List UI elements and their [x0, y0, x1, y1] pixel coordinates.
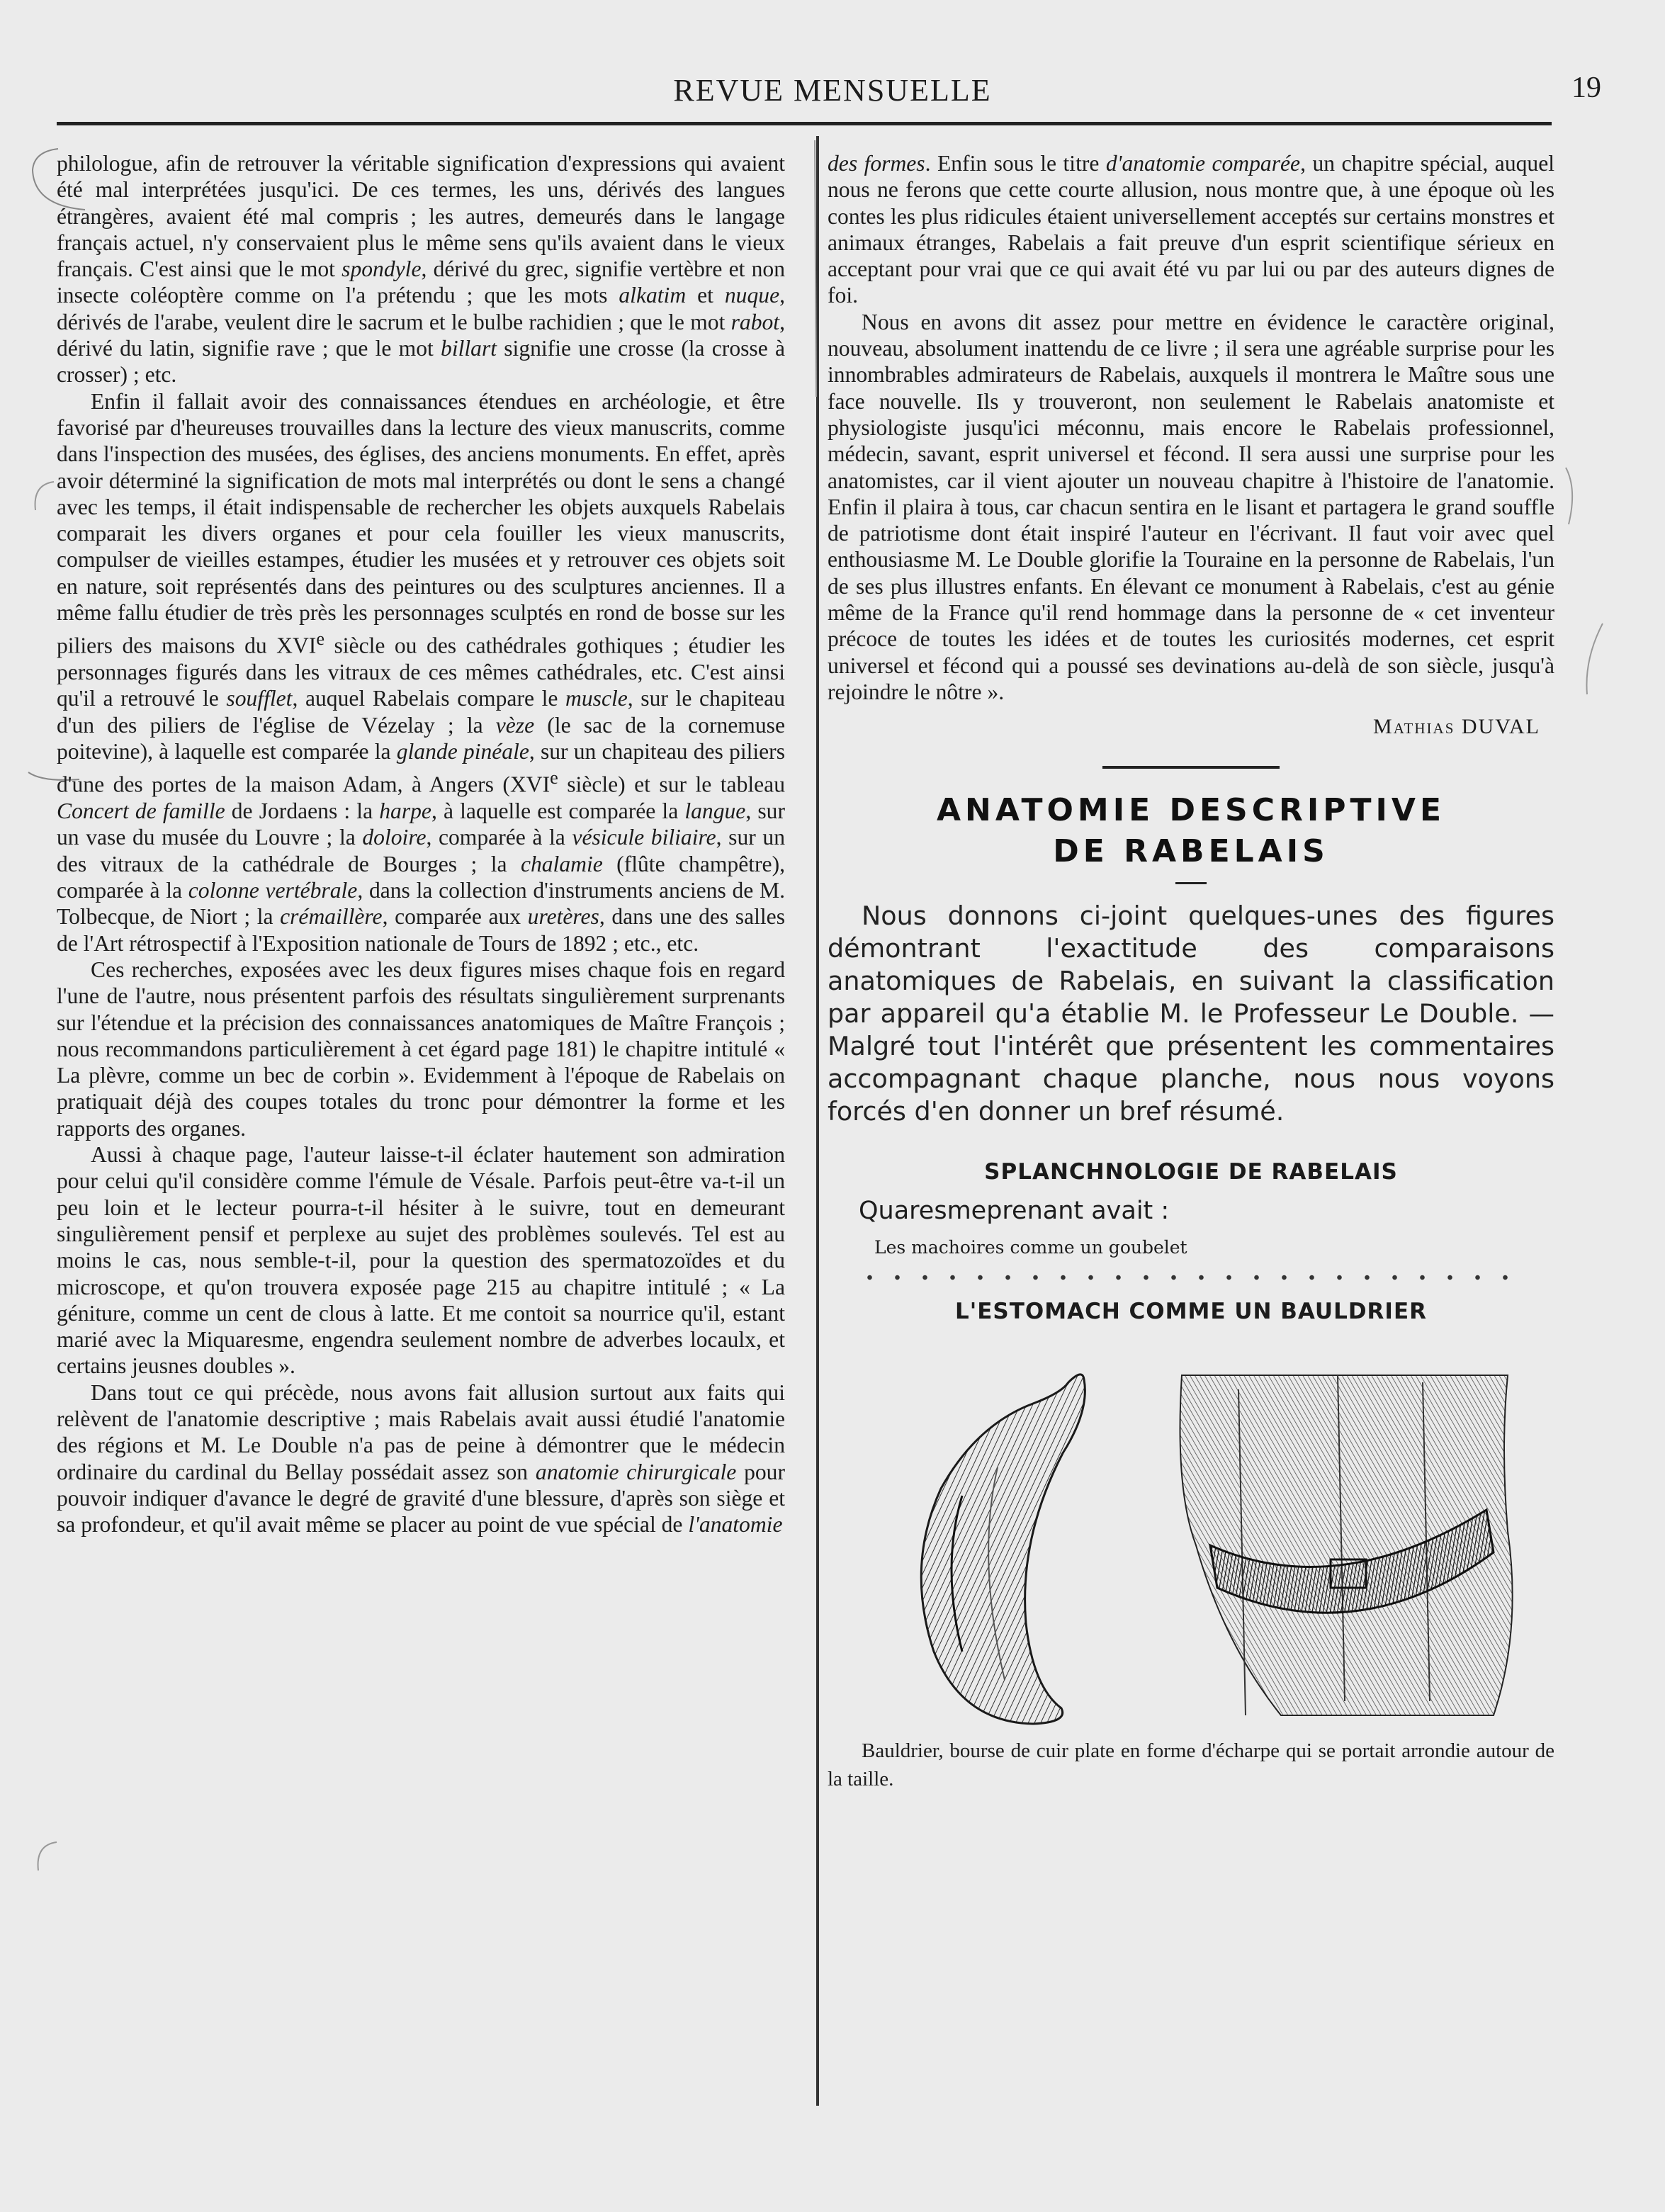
right-column: [828, 150, 1554, 1793]
section-heading: SPLANCHNOLOGIE DE RABELAIS: [984, 1158, 1398, 1185]
title-dash: [1175, 882, 1207, 884]
section-divider: [1102, 766, 1280, 769]
intro-line: Quaresmeprenant avait :: [859, 1196, 1170, 1225]
bauldrier-illustration: [1153, 1347, 1536, 1729]
right-paragraph-1: des formes. Enfin sous le titre d'anatomie comparée, un chapitre spécial, auquel nous ne ferons que cette courte allusion, nous montre que, à une époque où les contes les plus ridicules étaient universellement acceptés sur certains monstres et animaux étranges, Rabelais a fait preuve d'un esprit scientifique sérieux en acceptant pour vrai que ce qui avait été vu par lui ou par des auteurs dignes de foi.: [828, 151, 1555, 308]
left-paragraph-1: philologue, afin de retrouver la véritable signification d'expressions qui avaient été mal interprétées jusqu'ici. De ces termes, les uns, dérivés des langues étrangères, avaient été mal compris ; les autres, demeurés dans le langage français actuel, n'y conservaient plus le même sens qu'ils avaient dans le vieux français. C'est ainsi que le mot spondyle, dérivé du grec, signifie vertèbre et non insecte coléoptère comme on l'a prétendu ; que les mots alkatim et nuque, dérivés de l'arabe, veulent dire le sacrum et le bulbe rachidien ; que le mot rabot, dérivé du latin, signifie rave ; que le mot billart signifie une crosse (la crosse à crosser) ; etc.: [57, 151, 785, 388]
article-title-line-1: ANATOMIE DESCRIPTIVE: [936, 791, 1446, 828]
journal-title: REVUE MENSUELLE: [673, 73, 992, 108]
article-title-line-2: DE RABELAIS: [1053, 833, 1329, 869]
article-title: [828, 790, 1554, 872]
figure-caption: Bauldrier, bourse de cuir plate en forme d'écharpe qui se portait arrondie autour de la taille.: [828, 1739, 1554, 1790]
author-signature: Mathias DUVAL: [1373, 715, 1540, 739]
figure-title: L'ESTOMACH COMME UN BAULDRIER: [954, 1299, 1428, 1325]
left-paragraph-3: Ces recherches, exposées avec les deux figures mises chaque fois en regard l'une de l'autre, nous présentent parfois des résultats singulièrement surprenants sur l'étendue et la précision des connaissances anatomiques de Maître François ; nous recommandons particulièrement à cet égard page 181) le chapitre intitulé « La plèvre, comme un bec de corbin ». Evidemment à l'époque de Rabelais on pratiquait déjà des coupes totales du tronc pour démontrer la forme et les rapports des organes.: [57, 957, 785, 1141]
page-number: 19: [1571, 72, 1601, 104]
dotted-leader: [856, 1275, 1526, 1280]
stomach-illustration: [856, 1354, 1111, 1737]
left-column: [57, 150, 785, 1538]
left-paragraph-2: Enfin il fallait avoir des connaissances étendues en archéologie, et être favorisé par d'heureuses trouvailles dans la lecture des vieux manuscrits, comme dans l'inspection des musées, des églises, des anciens monuments. En effet, après avoir déterminé la signification de mots mal interprétés ou dont le sens a changé avec les temps, il était indispensable de rechercher les objets auxquels Rabelais comparait les divers organes et pour cela fouiller les vieux manuscrits, compulser de vieilles estampes, étudier les musées et y retrouver ces objets soit en nature, soit représentés dans des peintures ou des sculptures anciennes. Il a même fallu étudier de très près les personnages sculptés en rond de bosse sur les piliers des maisons du XVIe siècle ou des cathédrales gothiques ; étudier les personnages figurés dans les vitraux de ces mêmes cathédrales, etc. C'est ainsi qu'il a retrouvé le soufflet, auquel Rabelais compare le muscle, sur le chapiteau d'un des piliers de l'église de Vézelay ; la vèze (le sac de la cornemuse poitevine), à laquelle est comparée la glande pinéale, sur un chapiteau des piliers d'une des portes de la maison Adam, à Angers (XVIe siècle) et sur le tableau Concert de famille de Jordaens : la harpe, à laquelle est comparée la langue, sur un vase du musée du Louvre ; la doloire, comparée à la vésicule biliaire, sur un des vitraux de la cathédrale de Bourges ; la chalamie (flûte champêtre), comparée à la colonne vertébrale, dans la collection d'instruments anciens de M. Tolbecque, de Niort ; la crémaillère, comparée aux uretères, dans une des salles de l'Art rétrospectif à l'Exposition nationale de Tours de 1892 ; etc., etc.: [57, 388, 786, 956]
right-paragraph-2: Nous en avons dit assez pour mettre en évidence le caractère original, nouveau, absolument inattendu de ce livre ; il sera une agréable surprise pour les innombrables admirateurs de Rabelais, auxquels il montrera le Maître sous une face nouvelle. Ils y trouveront, non seulement le Rabelais anatomiste et physiologiste jusqu'ici méconnu, mais encore le Rabelais professionnel, médecin, savant, esprit universel et fécond. Il sera aussi une surprise pour les anatomistes, car il vient ajouter un nouveau chapitre à l'histoire de l'anatomie. Enfin il plaira à tous, car chacun sentira en le lisant et partagera le grand souffle de patriotisme dont était inspiré l'auteur en l'écrivant. Il faut voir avec quel enthousiasme M. Le Double glorifie la Touraine en la personne de Rabelais, l'un de ses plus illustres enfants. En élevant ce monument à Rabelais, c'est au génie même de la France qu'il rend hommage dans la personne de « cet inventeur précoce de toutes les idées et de toutes les curiosités modernes, cet esprit universel et fécond qui a poussé ses devinations au-delà de son siècle, jusqu'à rejoindre le nôtre ».: [828, 309, 1554, 704]
article-lede: Nous donnons ci-joint quelques-unes des figures démontrant l'exactitude des comparaisons anatomiques de Rabelais, en suivant la classification par appareil qu'a établie M. le Professeur Le Double. — Malgré tout l'intérêt que présentent les commentaires accompagnant chaque planche, nous nous voyons forcés d'en donner un bref résumé.: [828, 900, 1554, 1127]
left-paragraph-5: Dans tout ce qui précède, nous avons fait allusion surtout aux faits qui relèvent de l'anatomie descriptive ; mais Rabelais avait aussi étudié l'anatomie des régions et M. Le Double n'a pas de peine à démontrer que le médecin ordinaire du cardinal du Bellay possédait assez son anatomie chirurgicale pour pouvoir indiquer d'avance le degré de gravité d'une blessure, d'après son siège et sa profondeur, et qu'il avait même se placer au point de vue spécial de l'anatomie: [57, 1379, 786, 1537]
figure-pair: [828, 1340, 1554, 1737]
left-paragraph-4: Aussi à chaque page, l'auteur laisse-t-il éclater hautement son admiration pour celui qu'il considère comme l'émule de Vésale. Parfois peut-être va-t-il un peu loin et le lecteur pourra-t-il hésiter à le suivre, tout en demeurant singulièrement pensif et perplexe au sujet des problèmes soulevés. Tel est au moins le cas, nous semble-t-il, pour la question des spermatozoïdes et du microscope, et qu'on trouvera exposée page 215 au chapitre intitulé ; « La géniture, comme un cent de clous à latte. Et me contoit sa nourrice qu'il, estant marié avec la Miquaresme, engendra seulement nombre de adverbes locaulx, et certains jeusnes doubles ».: [57, 1142, 785, 1379]
list-item: Les machoires comme un goubelet: [874, 1237, 1187, 1258]
